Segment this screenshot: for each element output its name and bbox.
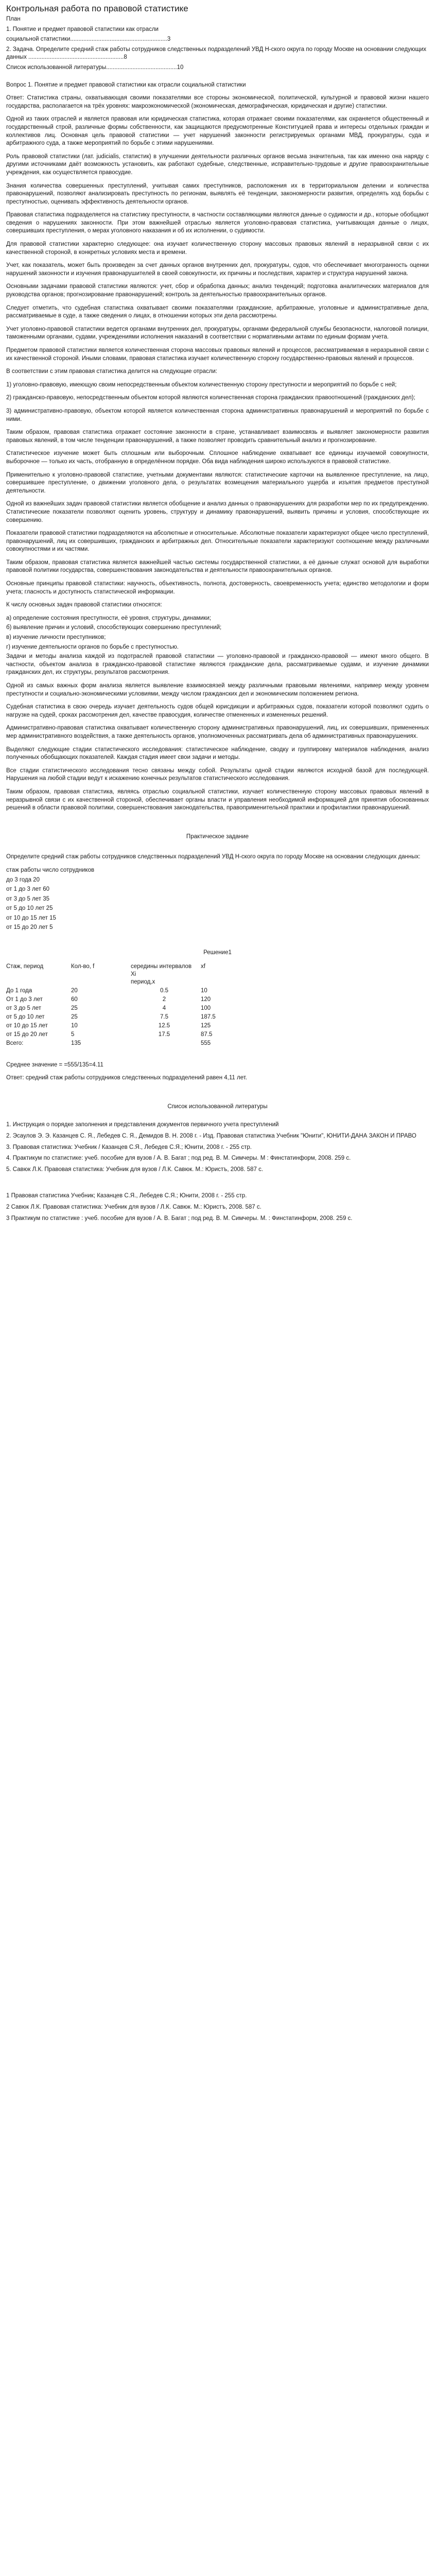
table-row [6,1022,245,1030]
table-cell: 17.5 [158,1031,170,1038]
reference-item: 1. Инструкция о порядке заполнения и представления документов первичного учета преступлений [6,1122,279,1128]
paragraph: Учет уголовно-правовой статистики ведется органами внутренних дел, прокуратуры, органами федеральной службы безопасности, налоговой полиции, таможенными органами, судами, учреждениями исполнения наказаний в соответствии с нормативными актами по единым формам учета. [6,326,429,341]
paragraph: Показатели правовой статистики подразделяются на абсолютные и относительные. Абсолютные показатели характеризуют общее число преступлений, правонарушений, лиц их совершивших, гражданских и арбитражных дел. Относительные показатели характеризуют соотношение между различными совокупностями и их частями. [6,530,429,553]
paragraph: Судебная статистика в свою очередь изучает деятельность судов общей юрисдикции и арбитражных судов, показатели которой позволяют судить о нагрузке на судей, сроках рассмотрения дел, качестве правосудия, количестве отмененных и измененных решений. [6,704,429,718]
table-cell: 12.5 [158,1022,170,1029]
table-cell: 555 [201,1040,211,1046]
paragraph: Основные принципы правовой статистики: научность, объективность, полнота, достоверность, своевременность учета; единство методологии и форм учета; гласность и доступность статистической информации. [6,581,429,595]
table-cell: 60 [71,996,78,1003]
reference-item: 4. Практикум по статистике: учеб. пособие для вузов / А. В. Багат ; под ред. В. М. Симчеры. М : Финстатинформ, 2008. 259 с. [6,1155,351,1162]
table-header-cell: xf [201,963,205,970]
reference-item: 5. Савюк Л.К. Правовая статистика: Учебник для вузов / Л.К. Савюк. М.: Юристъ, 2008. 587 с. [6,1166,264,1173]
table-row [6,1030,245,1039]
table-cell: от 3 до 5 лет [6,1005,42,1011]
paragraph: 2) гражданско-правовую, непосредственным объектом которой являются количественная сторона гражданских правоотношений (гражданских дел); [6,395,415,401]
list-item: в) изучение личности преступников; [6,634,106,641]
table-cell: 5 [71,1031,75,1038]
paragraph: Учет, как показатель, может быть произведен за счет данных органов внутренних дел, прокуратуры, судов, что обеспечивает многогранность оценки нарушений законности и изучения правонарушителей в своей совокупности, их причины и последствия, характер и структура нарушений закона. [6,262,429,277]
table-cell: 187.5 [201,1013,216,1020]
table-row [6,1039,245,1048]
task-table-caption: стаж работы число сотрудников [6,867,95,873]
paragraph: Одной из важнейших задач правовой статистики является обобщение и анализ данных о правонарушениях для разработки мер по их предупреждению. Статистические показатели позволяют оценить уровень, структуру и динамику правонарушений, выявить причины и условия, способствующие их совершению. [6,501,429,523]
paragraph: Одной из самых важных форм анализа является выявление взаимосвязей между различными правовыми явлениями, например между уровнем преступности и социально-экономическими условиями, между числом гражданских дел и экономическим положением региона. [6,683,429,697]
table-cell: До 1 года [6,987,32,994]
paragraph: В соответствии с этим правовая статистика делится на следующие отрасли: [6,368,217,375]
task-text: Определите средний стаж работы сотрудников следственных подразделений УВД Н-ского округа по городу Москве на основании следующих данных: [6,854,421,860]
practical-section [6,833,429,932]
paragraph: Правовая статистика подразделяется на статистику преступности, в частности составляющими являются данные о судимости и др., которые обобщают сведения о нарушениях законности. При этом важнейшей отраслью является уголовно-правовая статистика, учитывающая данные о лицах, совершивших преступления, о мерах уголовного наказания и об их исполнении, о судимости. [6,212,429,234]
table-row [6,987,245,995]
list-item: а) определение состояния преступности, её уровня, структуры, динамики; [6,615,212,621]
reference-item: 3. Правовая статистика: Учебник / Казанцев С.Я., Лебедев С.Я.; Юнити, 2008 г. - 255 стр. [6,1144,252,1150]
table-cell [131,1039,201,1048]
paragraph: Следует отметить, что судебная статистика охватывает своими показателями гражданские, арбитражные, уголовные и административные дела, рассматриваемые в суде, а также сведения о лицах, в отношении которых эти дела рассмотрены. [6,304,429,319]
reference-item: 2. Эсаулов Э. Э. Казанцев С. Я., Лебедев С. Я., Демидов В. Н. 2008 г. - Изд. Правовая статистика Учебник "Юнити", ЮНИТИ-ДАНА ЗАКОН И ПРАВО [6,1133,416,1140]
plan-heading: План [6,16,21,22]
task-row: от 3 до 5 лет 35 [6,895,50,902]
plan-section [6,15,429,72]
table-cell: Всего: [6,1040,24,1046]
paragraph: Роль правовой статистики (лат. judicialis, статистик) в улучшении деятельности различных органов весьма значительна, так как именно она наряду с другими источниками даёт возможность установить, как работают судебные, следственные, исправительно-трудовые и другие правоохранительные учреждения, как осуществляется правосудие. [6,153,429,176]
table-row [6,1004,245,1013]
plan-item: социальной статистики...........................................................3 [6,36,171,43]
references-heading: Список использованной литературы [167,1103,268,1110]
list-item: б) выявление причин и условий, способствующих совершению преступлений; [6,624,222,631]
table-cell: От 1 до 3 лет [6,996,43,1003]
footnote: 1 Правовая статистика Учебник; Казанцев С.Я., Лебедев С.Я.; Юнити, 2008 г. - 255 стр. [6,1193,247,1199]
table-header-cell: Стаж, период [6,963,44,970]
document-title: Контрольная работа по правовой статистике [6,4,188,13]
table-cell: 25 [71,1005,78,1011]
formula-text: Среднее значение = =555/135=4.11 [6,1061,103,1068]
list-item: г) изучение деятельности органов по борьбе с преступностью. [6,643,179,650]
paragraph: Знания количества совершенных преступлений, учитывая самих преступников, расположения их в территориальном делении и количества правонарушений, позволяют анализировать преступность по регионам, выявлять её тенденции, закономерности развития, определять ход борьбы с преступностью, оценивать эффективность деятельности органов. [6,182,429,205]
paragraph: Применительно к уголовно-правовой статистике, учетными документами являются: статистические карточки на выявленное преступление, на лицо, совершившее преступление, о движении уголовного дела, о результатах возмещения материального ущерба и изъятия предметов преступной деятельности. [6,471,429,494]
paragraph: К числу основных задач правовой статистики относятся: [6,602,162,608]
answer-text: Ответ: средний стаж работы сотрудников следственных подразделений равен 4,11 лет. [6,1075,247,1081]
table-cell: от 10 до 15 лет [6,1022,48,1029]
table-row [6,995,245,1004]
table-cell: 125 [201,1022,211,1029]
paragraph: Таким образом, правовая статистика, являясь отраслью социальной статистики, изучает количественную сторону массовых правовых явлений в неразрывной связи с их качественной стороной, обеспечивает органы власти и управления необходимой информацией для принятия обоснованных решений в области правовой политики, совершенствования законодательства, правоприменительной практики и профилактики правонарушений. [6,788,429,811]
table-cell: 2 [162,996,166,1003]
table-cell: 120 [201,996,211,1003]
task-row: от 10 до 15 лет 15 [6,914,56,921]
table-cell: 10 [201,987,207,994]
practical-heading: Практическое задание [186,833,249,840]
solution-heading: Решение1 [203,950,232,956]
paragraph: Для правовой статистики характерно следующее: она изучает количественную сторону массовых правовых явлений в неразрывной связи с их качественной стороной, в конкретных условиях места и времени. [6,241,429,256]
paragraph: 1) уголовно-правовую, имеющую своим непосредственным объектом количественную сторону преступности и мероприятий по борьбе с ней; [6,381,397,388]
paragraph: Выделяют следующие стадии статистического исследования: статистическое наблюдение, сводку и группировку материалов наблюдения, анализ полученных обобщающих показателей. Каждая стадия имеет свои задачи и методы. [6,746,429,761]
table-cell: 20 [71,987,78,994]
footnote: 2 Савюк Л.К. Правовая статистика: Учебник для вузов / Л.К. Савюк. М.: Юристъ, 2008. 587 с. [6,1204,261,1210]
table-cell: 10 [71,1022,78,1029]
task-row: от 5 до 10 лет 25 [6,905,53,912]
task-row: от 1 до 3 лет 60 [6,886,50,893]
task-row: от 15 до 20 лет 5 [6,924,53,931]
paragraph: Статистическое изучение может быть сплошным или выборочным. Сплошное наблюдение охватывает все единицы изучаемой совокупности, выборочное — только их часть, отобранную в определённом порядке. Оба вида наблюдения широко используются в правовой статистике. [6,450,429,465]
paragraph: Таким образом, правовая статистика отражает состояние законности в стране, устанавливает взаимосвязь и выявляет закономерности развития правовых явлений, в том числе тенденции правонарушений, а также позволяет проводить сравнительный анализ и прогнозирование. [6,429,429,444]
table-cell: 135 [71,1040,81,1046]
paragraph: Все стадии статистического исследования тесно связаны между собой. Результаты одной стадии являются исходной базой для последующей. Нарушения на любой стадии ведут к искажению конечных результатов статистического исследования. [6,767,429,782]
paragraph: Задачи и методы анализа каждой из подотраслей правовой статистики — уголовно-правовой и гражданско-правовой — имеют много общего. В частности, объектом анализа в гражданско-правовой статистике являются гражданские дела, рассматриваемые судами, и изучение динамики гражданских дел, их структуры, результатов рассмотрения. [6,653,429,676]
plan-item: Список использованной литературы...........................................10 [6,64,184,71]
table-header-cell: середины интервалов Xi период,x [131,963,192,985]
table-header-row [6,962,245,987]
solution-table [6,962,245,1048]
paragraph: Предметом правовой статистики является количественная сторона массовых правовых явлений и процессов, рассматриваемая в неразрывной связи с их качественной стороной. Иными словами, правовая статистика изучает количественную сторону государственно-правовых явлений и процессов. [6,347,429,362]
table-cell: 0.5 [160,987,168,994]
table-cell: 100 [201,1005,211,1011]
plan-item: 1. Понятие и предмет правовой статистики как отрасли [6,26,159,32]
task-row: до 3 года 20 [6,876,40,883]
footnote: 3 Практикум по статистике : учеб. пособие для вузов / А. В. Багат ; под ред. В. М. Симчеры. М. : Финстатинформ, 2008. 259 с. [6,1215,353,1222]
paragraph: 3) административно-правовую, объектом которой является количественная сторона административных правонарушений и мероприятий по борьбе с ними. [6,408,429,422]
table-cell: 87.5 [201,1031,213,1038]
table-cell: 7.5 [160,1013,168,1020]
table-cell: 25 [71,1013,78,1020]
question1-section [6,81,429,812]
paragraph: Основными задачами правовой статистики являются: учет, сбор и обработка данных; анализ тенденций; подготовка аналитических материалов для руководства органов; прогнозирование правонарушений; контроль за деятельностью правоохранительных органов. [6,283,429,298]
paragraph: Административно-правовая статистика охватывает количественную сторону административных правонарушений, лиц, их совершивших, примененных мер административного воздействия, а также деятельность органов, уполномоченных рассматривать дела об административных правонарушениях. [6,725,429,739]
paragraph: Вопрос 1. Понятие и предмет правовой статистики как отрасли социальной статистики [6,81,246,88]
table-cell: 4 [162,1005,166,1011]
table-cell: от 15 до 20 лет [6,1031,48,1038]
paragraph: Одной из таких отраслей и является правовая или юридическая статистика, которая отражает своими показателями, как охраняется общественный и государственный строй, различные формы собственности, как защищаются предусмотренные Конституцией права и интересы отдельных граждан и коллективов лиц. Основная цель правовой статистики — учет нарушений законности регистрируемых органами МВД, прокуратуры, суда и арбитражного суда, а также мероприятий по борьбе с этими нарушениями. [6,116,429,147]
references-section [6,1103,429,1223]
table-cell: от 5 до 10 лет [6,1013,45,1020]
paragraph: Ответ: Статистика страны, охватывающая своими показателями все стороны экономической, политической, культурной и правовой жизни нашего государства, располагается на трёх уровнях: макроэкономической (экономическая, демографическая, юридическая и другие) статистики. [6,95,429,109]
table-header-cell: Кол-во, f [71,963,95,970]
plan-item: 2. Задача. Определите средний стаж работы сотрудников следственных подразделений УВД Н-ского округа по городу Москве на основании следующих данных ..........................................................8 [6,46,427,61]
table-row [6,1013,245,1022]
paragraph: Таким образом, правовая статистика является важнейшей частью системы государственной статистики, а её данные служат основой для выработки правовой политики государства, совершенствования законодательства и деятельности правоохранительных органов. [6,559,429,574]
solution-section [6,949,429,1082]
